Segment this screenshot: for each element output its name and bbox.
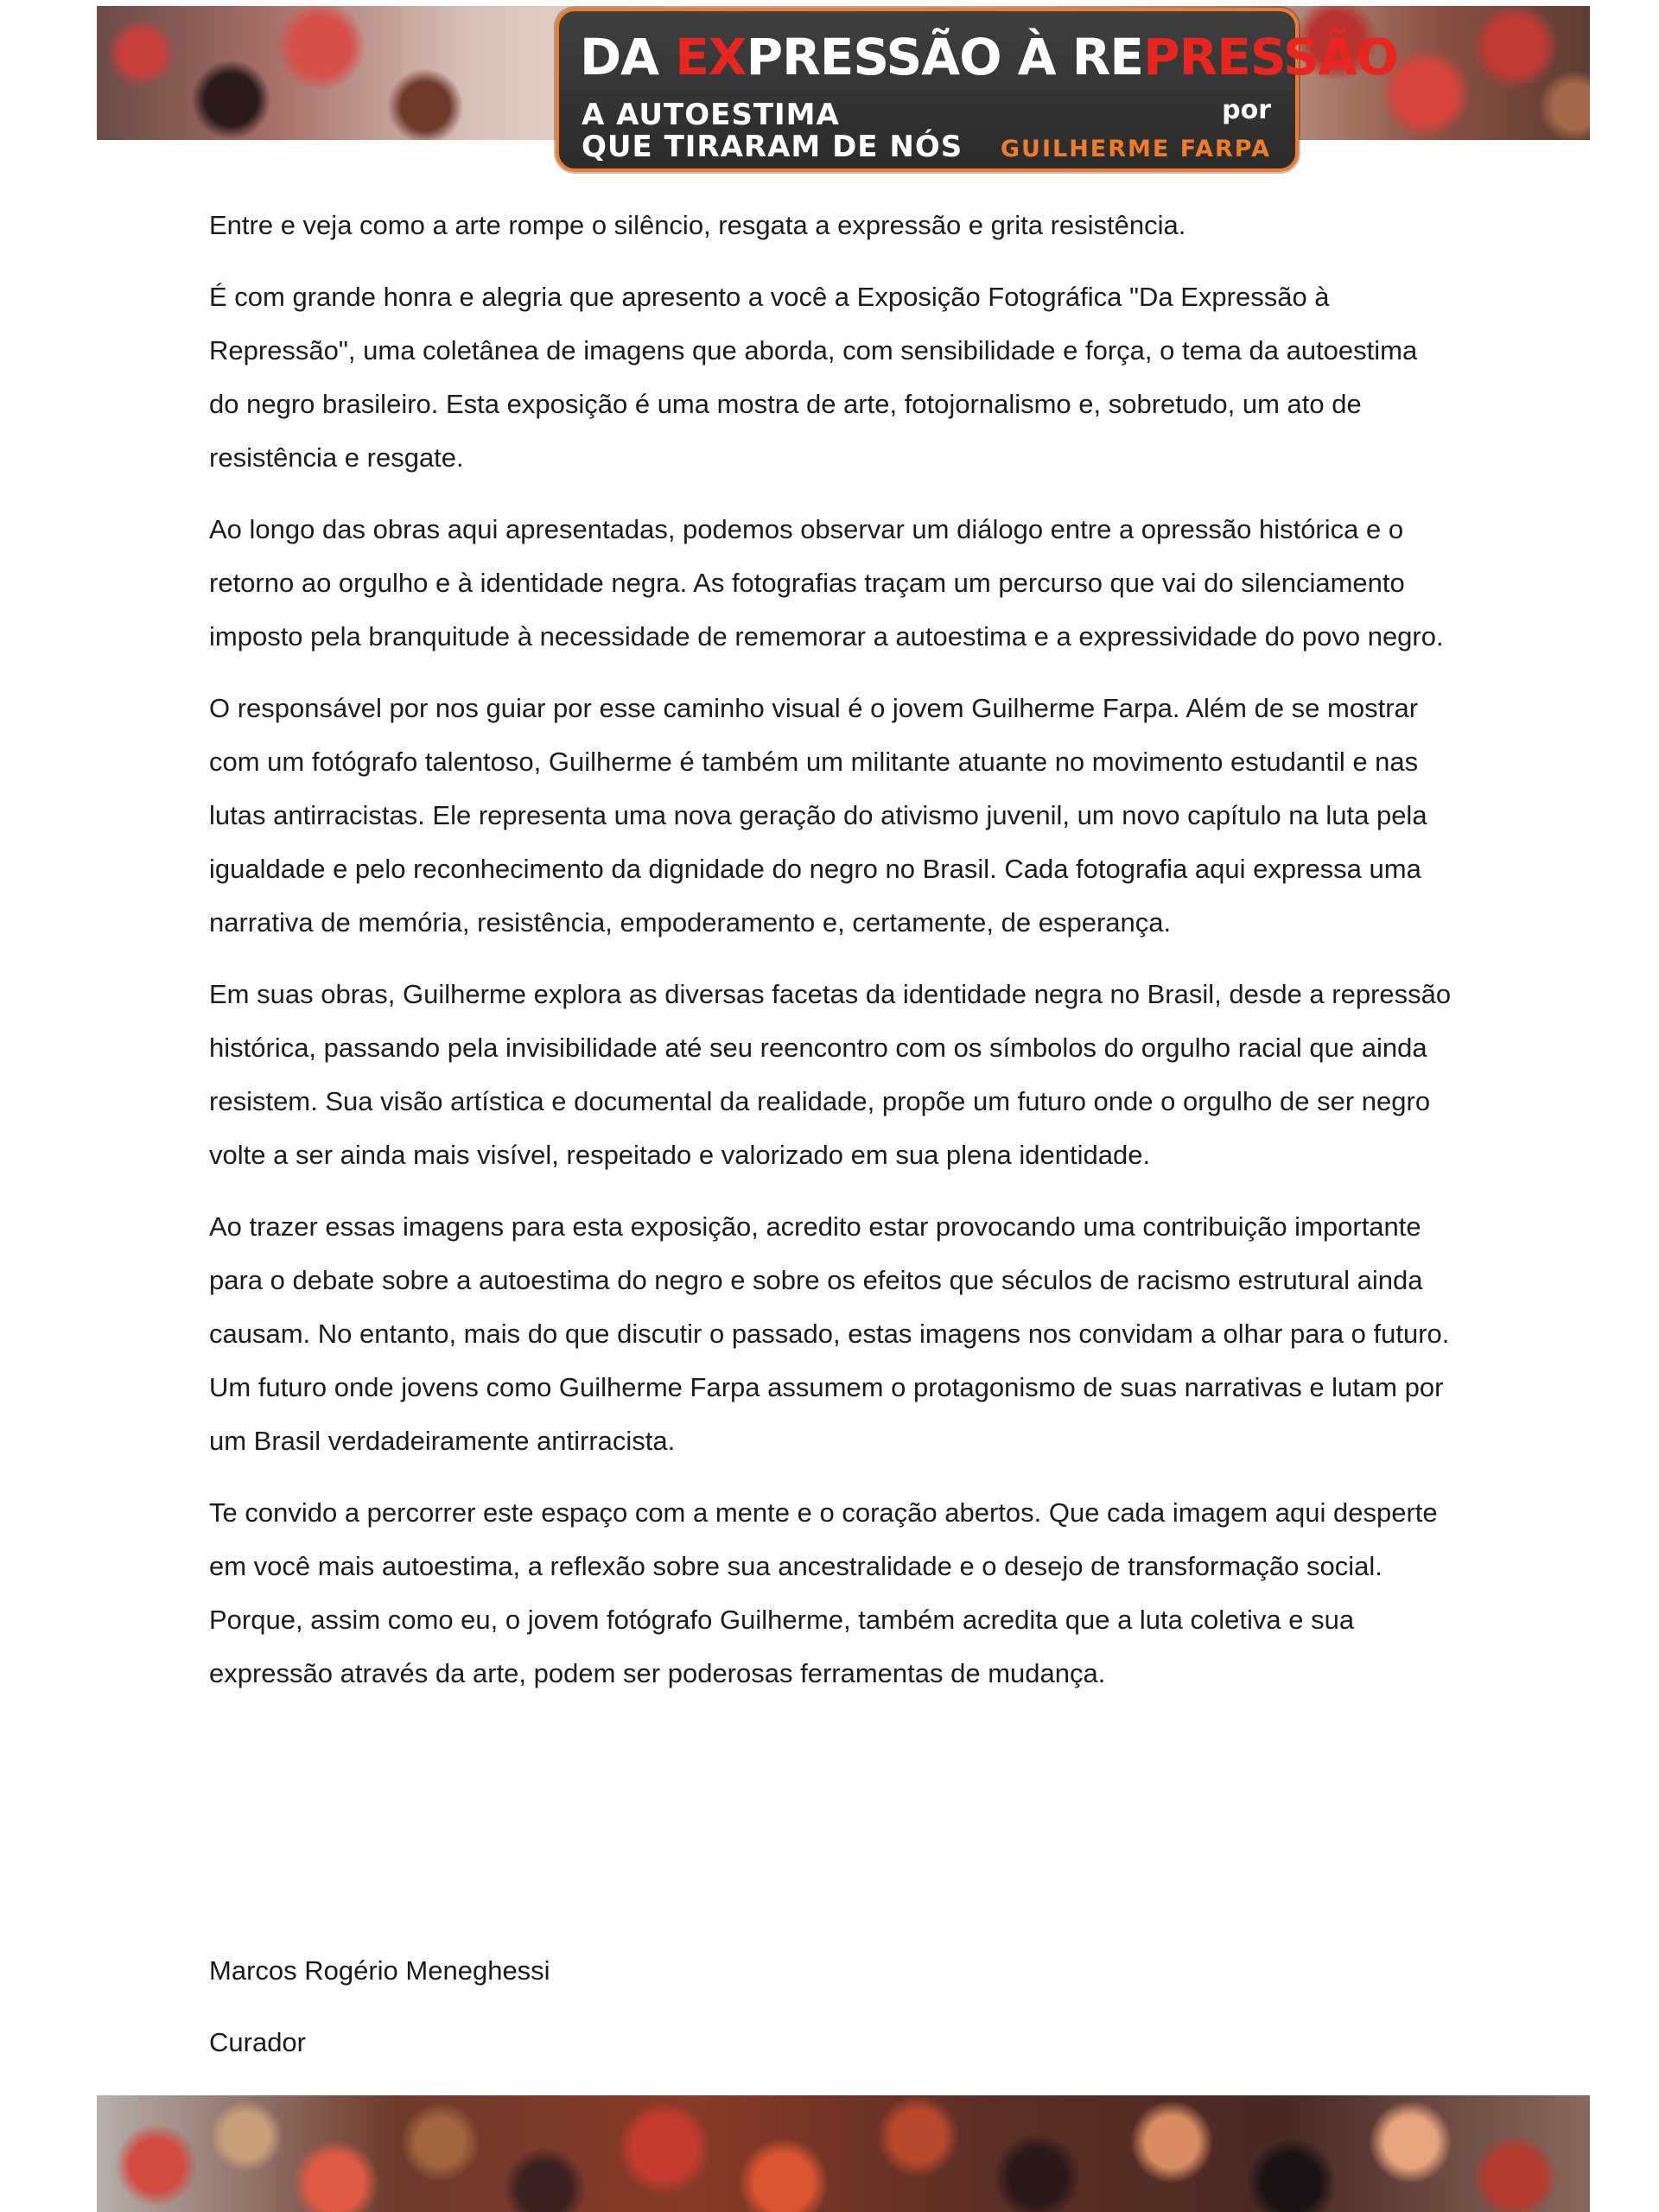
exhibition-title-box: [556, 8, 1398, 172]
author-name: GUILHERME FARPA: [1000, 136, 1271, 162]
title-part-4: PRESSÃO: [1143, 28, 1398, 86]
title-part-1: DA: [580, 28, 676, 86]
paragraph: É com grande honra e alegria que apresento a você a Exposição Fotográfica "Da Expressão à Repressão", uma coletânea de imagens que aborda, com sensibilidade e força, o tema da autoestima do negro brasileiro. Esta exposição é uma mostra de arte, fotojornalismo e, sobretudo, um ato de resistência e resgate.: [209, 282, 1418, 473]
subtitle-line-2: QUE TIRARAM DE NÓS: [582, 130, 963, 164]
by-label: por: [1222, 95, 1271, 125]
paragraph: Ao trazer essas imagens para esta exposição, acredito estar provocando uma contribuição importante para o debate sobre a autoestima do negro e sobre os efeitos que séculos de racismo estrutural ainda causam. No entanto, mais do que discutir o passado, estas imagens nos convidam a olhar para o futuro. Um futuro onde jovens como Guilherme Farpa assumem o protagonismo de suas narrativas e lutam por um Brasil verdadeiramente antirracista.: [209, 1211, 1450, 1456]
header-banner: [97, 6, 1590, 164]
curator-role: Curador: [209, 2027, 306, 2057]
title-part-3: PRESSÃO À RE: [746, 28, 1144, 86]
paragraph: Ao longo das obras aqui apresentadas, podemos observar um diálogo entre a opressão histórica e o retorno ao orgulho e à identidade negra. As fotografias traçam um percurso que vai do silenciamento imposto pela branquitude à necessidade de rememorar a autoestima e a expressividade do povo negro.: [209, 514, 1444, 652]
signature-block: [209, 1944, 550, 2088]
title-part-2: EX: [675, 28, 747, 86]
curator-name: Marcos Rogério Meneghessi: [209, 1955, 550, 1986]
subtitle-line-1: A AUTOESTIMA: [582, 98, 840, 132]
paragraph: O responsável por nos guiar por esse caminho visual é o jovem Guilherme Farpa. Além de se mostrar com um fotógrafo talentoso, Guilherme é também um militante atuante no movimento estudantil e nas lutas antirracistas. Ele representa uma nova geração do ativismo juvenil, um novo capítulo na luta pela igualdade e pelo reconhecimento da dignidade do negro no Brasil. Cada fotografia aqui expressa uma narrativa de memória, resistência, empoderamento e, certamente, de esperança.: [209, 693, 1427, 938]
paragraph-intro: Entre e veja como a arte rompe o silêncio, resgata a expressão e grita resistência.: [209, 210, 1186, 240]
paragraph: Te convido a percorrer este espaço com a mente e o coração abertos. Que cada imagem aqui desperte em você mais autoestima, a reflexão sobre sua ancestralidade e o desejo de transformação social. Porque, assim como eu, o jovem fotógrafo Guilherme, também acredita que a luta coletiva e sua expressão através da arte, podem ser poderosas ferramentas de mudança.: [209, 1497, 1438, 1688]
paragraph: Em suas obras, Guilherme explora as diversas facetas da identidade negra no Brasil, desde a repressão histórica, passando pela invisibilidade até seu reencontro com os símbolos do orgulho racial que ainda resistem. Sua visão artística e documental da realidade, propõe um futuro onde o orgulho de ser negro volte a ser ainda mais visível, respeitado e valorizado em sua plena identidade.: [209, 979, 1452, 1170]
curator-text: [209, 199, 1453, 1719]
exhibition-title: [580, 28, 1398, 86]
footer-banner-image: [97, 2095, 1590, 2212]
